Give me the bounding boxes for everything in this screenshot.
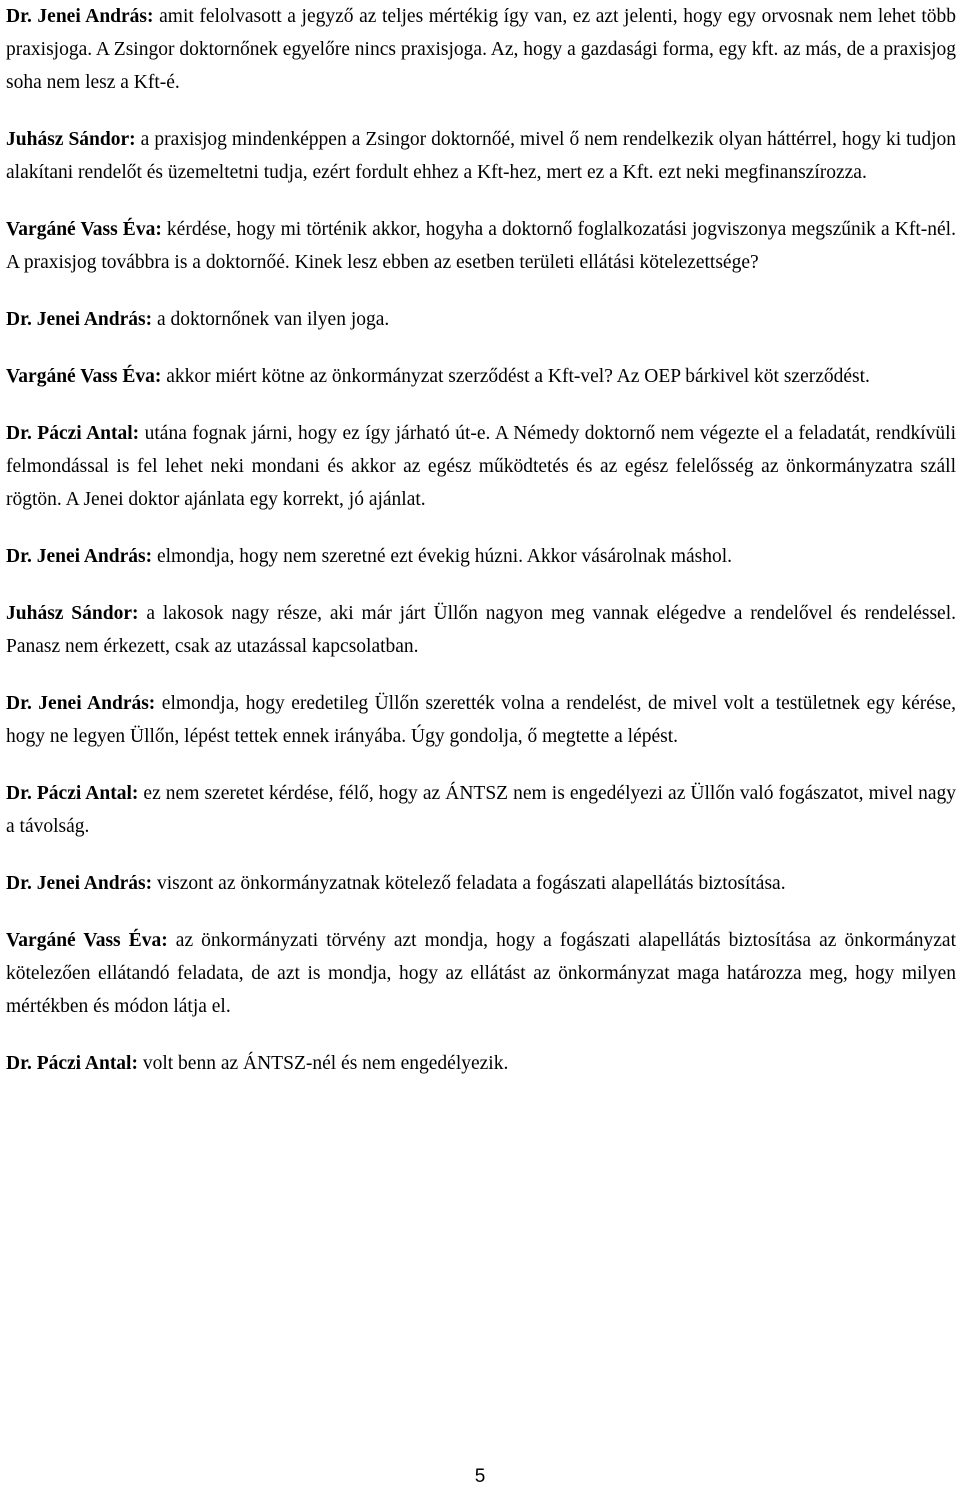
paragraph bbox=[6, 417, 956, 516]
paragraph bbox=[6, 0, 956, 99]
document-body bbox=[6, 0, 956, 1104]
paragraph bbox=[6, 597, 956, 663]
paragraph bbox=[6, 360, 956, 393]
paragraph-text: a lakosok nagy része, aki már járt Üllőn nagyon meg vannak elégedve a rendelővel és rendeléssel. Panasz nem érkezett, csak az utazással kapcsolatban. bbox=[6, 603, 956, 657]
paragraph-text: volt benn az ÁNTSZ-nél és nem engedélyezik. bbox=[137, 1053, 509, 1074]
paragraph-text: elmondja, hogy eredetileg Üllőn szerették volna a rendelést, de mivel volt a testületnek egy kérése, hogy ne legyen Üllőn, lépést tettek ennek irányába. Úgy gondolja, ő megtette a lépést. bbox=[6, 693, 956, 747]
speaker-name: Dr. Jenei András: bbox=[6, 309, 153, 330]
paragraph-text: kérdése, hogy mi történik akkor, hogyha a doktornő foglalkozatási jogviszonya megszűnik a Kft-nél. A praxisjog továbbra is a doktornőé. Kinek lesz ebben az esetben területi ellátási kötelezettsége? bbox=[6, 219, 956, 273]
paragraph-text: utána fognak járni, hogy ez így járható út-e. A Némedy doktornő nem végezte el a feladatát, rendkívüli felmondással is fel lehet neki mondani és akkor az egész működtetés és az egész felelősség az önkormányzatra száll rögtön. A Jenei doktor ajánlata egy korrekt, jó ajánlat. bbox=[6, 423, 956, 510]
paragraph-text: a doktornőnek van ilyen joga. bbox=[152, 309, 390, 330]
paragraph bbox=[6, 213, 956, 279]
paragraph bbox=[6, 123, 956, 189]
paragraph bbox=[6, 303, 956, 336]
paragraph bbox=[6, 777, 956, 843]
paragraph-text: elmondja, hogy nem szeretné ezt évekig húzni. Akkor vásárolnak máshol. bbox=[152, 546, 733, 567]
paragraph bbox=[6, 1047, 956, 1080]
speaker-name: Dr. Jenei András: bbox=[6, 693, 156, 714]
speaker-name: Dr. Jenei András: bbox=[6, 873, 153, 894]
speaker-name: Dr. Páczi Antal: bbox=[6, 783, 139, 804]
speaker-name: Vargáné Vass Éva: bbox=[6, 366, 162, 387]
paragraph-text: viszont az önkormányzatnak kötelező feladata a fogászati alapellátás biztosítása. bbox=[152, 873, 786, 894]
page-number: 5 bbox=[474, 1466, 486, 1487]
speaker-name: Dr. Jenei András: bbox=[6, 6, 154, 27]
speaker-name: Juhász Sándor: bbox=[6, 129, 136, 150]
paragraph-text: amit felolvasott a jegyző az teljes mértékig így van, ez azt jelenti, hogy egy orvosnak nem lehet több praxisjoga. A Zsingor doktornőnek egyelőre nincs praxisjoga. Az, hogy a gazdasági forma, egy kft. az más, de a praxisjog soha nem lesz a Kft-é. bbox=[6, 6, 956, 93]
paragraph bbox=[6, 924, 956, 1023]
speaker-name: Vargáné Vass Éva: bbox=[6, 219, 162, 240]
paragraph bbox=[6, 687, 956, 753]
paragraph-text: az önkormányzati törvény azt mondja, hogy a fogászati alapellátás biztosítása az önkormányzat kötelezően ellátandó feladata, de azt is mondja, hogy az ellátást az önkormányzat maga határozza meg, hogy milyen mértékben és módon látja el. bbox=[6, 930, 956, 1017]
speaker-name: Dr. Jenei András: bbox=[6, 546, 153, 567]
paragraph-text: ez nem szeretet kérdése, félő, hogy az ÁNTSZ nem is engedélyezi az Üllőn való fogászatot, mivel nagy a távolság. bbox=[6, 783, 956, 837]
speaker-name: Dr. Páczi Antal: bbox=[6, 1053, 138, 1074]
speaker-name: Vargáné Vass Éva: bbox=[6, 930, 168, 951]
speaker-name: Juhász Sándor: bbox=[6, 603, 139, 624]
paragraph-text: akkor miért kötne az önkormányzat szerződést a Kft-vel? Az OEP bárkivel köt szerződést. bbox=[161, 366, 870, 387]
speaker-name: Dr. Páczi Antal: bbox=[6, 423, 140, 444]
paragraph bbox=[6, 867, 956, 900]
paragraph bbox=[6, 540, 956, 573]
paragraph-text: a praxisjog mindenképpen a Zsingor doktornőé, mivel ő nem rendelkezik olyan háttérrel, hogy ki tudjon alakítani rendelőt és üzemeltetni tudja, ezért fordult ehhez a Kft-hez, mert ez a Kft. ezt neki megfinanszírozza. bbox=[6, 129, 956, 183]
